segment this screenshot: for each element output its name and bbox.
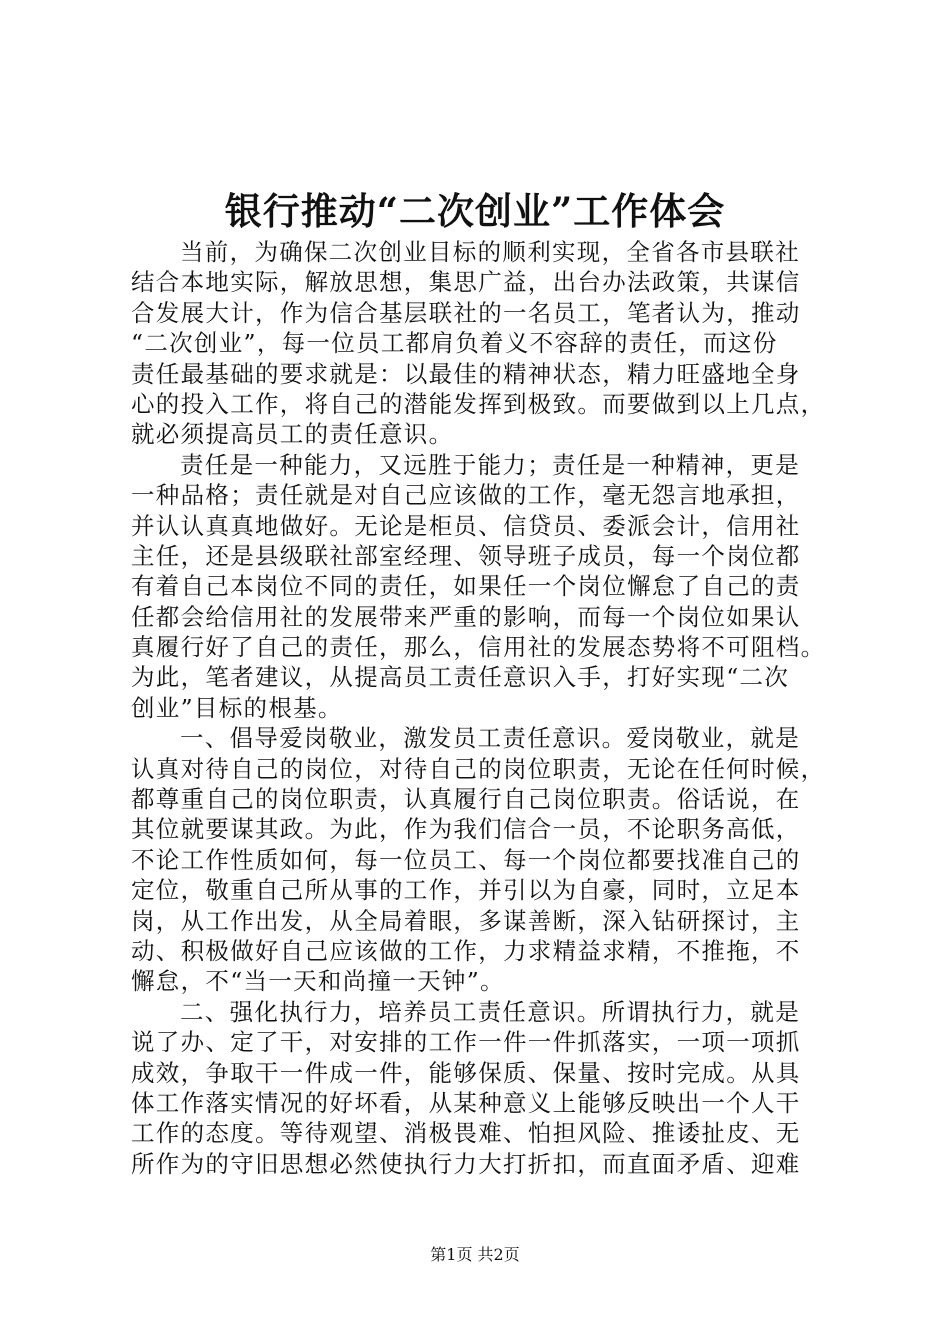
paragraph-1-line: 就必须提高员工的责任意识。 xyxy=(131,420,454,449)
paragraph-3-line: 其位就要谋其政。为此，作为我们信合一员，不论职务高低， xyxy=(131,815,801,844)
page-number-footer: 第1页 共2页 xyxy=(430,1245,520,1264)
paragraph-4-line: 工作的态度。等待观望、消极畏难、怕担风险、推诿扯皮、无 xyxy=(131,1119,801,1148)
paragraph-4-line: 二、强化执行力，培养员工责任意识。所谓执行力，就是 xyxy=(180,997,800,1026)
paragraph-1-line: 心的投入工作，将自己的潜能发挥到极致。而要做到以上几点， xyxy=(131,389,826,418)
paragraph-3-line: 定位，敬重自己所从事的工作，并引以为自豪，同时，立足本 xyxy=(131,876,801,905)
paragraph-2-line: 一种品格；责任就是对自己应该做的工作，毫无怨言地承担， xyxy=(131,481,801,510)
paragraph-3-line: 懈怠，不“当一天和尚撞一天钟”。 xyxy=(131,967,505,996)
paragraph-1-line: 当前，为确保二次创业目标的顺利实现，全省各市县联社 xyxy=(180,238,800,266)
paragraph-1-line: 合发展大计，作为信合基层联社的一名员工，笔者认为，推动 xyxy=(131,298,801,327)
paragraph-2-line: 主任，还是县级联社部室经理、领导班子成员，每一个岗位都 xyxy=(131,541,801,570)
paragraph-1-line: 责任最基础的要求就是：以最佳的精神状态，精力旺盛地全身 xyxy=(131,359,801,388)
document-body xyxy=(131,237,826,1179)
paragraph-2-line: 并认认真真地做好。无论是柜员、信贷员、委派会计，信用社 xyxy=(131,511,801,540)
paragraph-2-line: 为此，笔者建议，从提高员工责任意识入手，打好实现“二次 xyxy=(131,663,790,692)
paragraph-3-line: 动、积极做好自己应该做的工作，力求精益求精，不推拖，不 xyxy=(131,936,801,965)
paragraph-2-line: 责任是一种能力，又远胜于能力；责任是一种精神，更是 xyxy=(180,450,800,479)
paragraph-2-line: 真履行好了自己的责任，那么，信用社的发展态势将不可阻档。 xyxy=(131,633,826,662)
document-title: 银行推动“二次创业”工作体会 xyxy=(224,189,726,233)
paragraph-4-line: 说了办、定了干，对安排的工作一件一件抓落实，一项一项抓 xyxy=(131,1028,801,1057)
paragraph-4-line: 成效，争取干一件成一件，能够保质、保量、按时完成。从具 xyxy=(131,1058,801,1087)
paragraph-3-line: 岗，从工作出发，从全局着眼，多谋善断，深入钻研探讨，主 xyxy=(131,906,801,935)
paragraph-1-line: “二次创业”，每一位员工都肩负着义不容辞的责任，而这份 xyxy=(131,329,778,358)
paragraph-4-line: 体工作落实情况的好坏看，从某种意义上能够反映出一个人干 xyxy=(131,1088,801,1117)
paragraph-2-line: 任都会给信用社的发展带来严重的影响，而每一个岗位如果认 xyxy=(131,602,801,631)
paragraph-3-line: 都尊重自己的岗位职责，认真履行自己岗位职责。俗话说，在 xyxy=(131,785,801,814)
paragraph-4-line: 所作为的守旧思想必然使执行力大打折扣，而直面矛盾、迎难 xyxy=(131,1149,801,1178)
paragraph-3-line: 不论工作性质如何，每一位员工、每一个岗位都要找准自己的 xyxy=(131,845,801,874)
paragraph-3-line: 认真对待自己的岗位，对待自己的岗位职责，无论在任何时候， xyxy=(131,754,826,783)
paragraph-2-line: 创业”目标的根基。 xyxy=(131,693,343,722)
paragraph-3-line: 一、倡导爱岗敬业，激发员工责任意识。爱岗敬业，就是 xyxy=(180,724,800,753)
paragraph-2-line: 有着自己本岗位不同的责任，如果任一个岗位懈怠了自己的责 xyxy=(131,572,801,601)
paragraph-1-line: 结合本地实际，解放思想，集思广益，出台办法政策，共谋信 xyxy=(131,268,801,297)
